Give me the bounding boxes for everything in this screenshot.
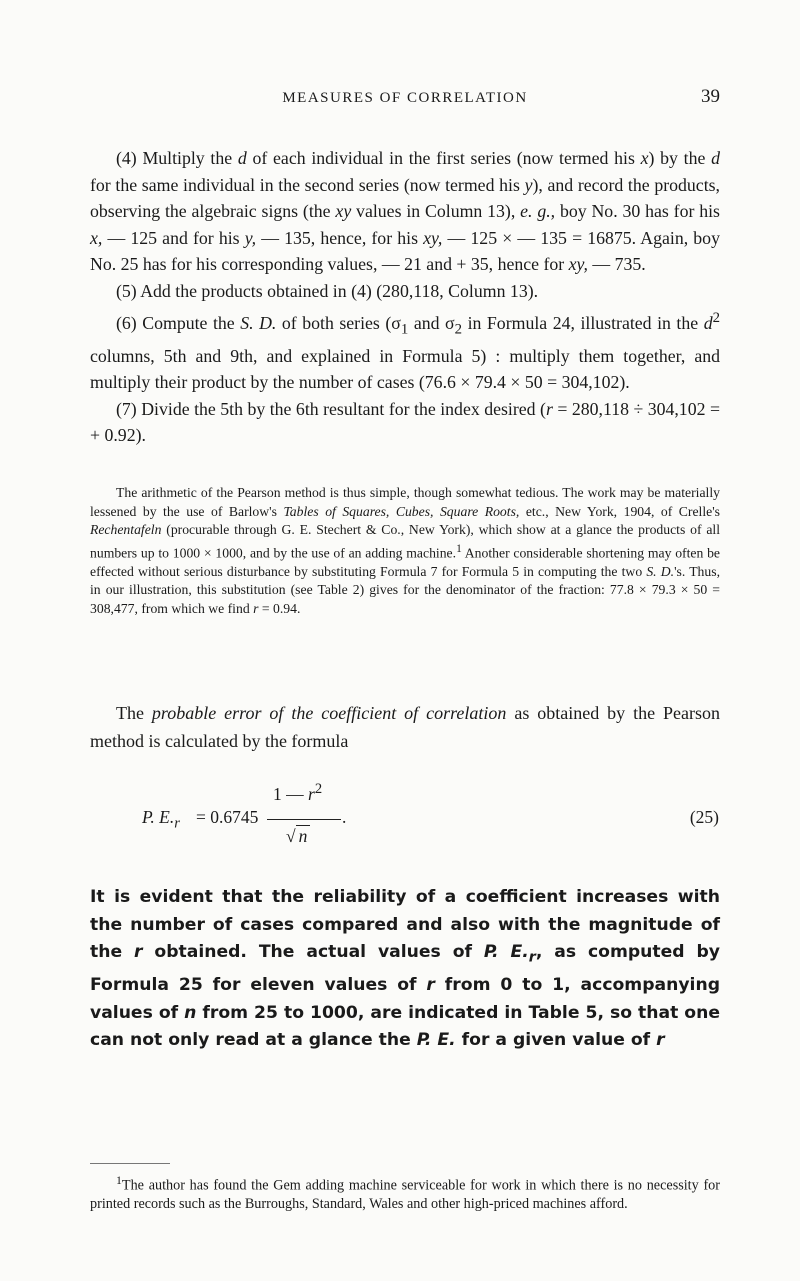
- radical-sign: √: [286, 826, 296, 846]
- footnote-ref: 1: [456, 542, 462, 555]
- fraction-bar: [267, 819, 341, 820]
- page-header: [90, 86, 720, 114]
- step-4: (4) Multiply the d of each individual in the first series (now termed his x) by the d for the same individual in the second series (now termed his y), and record the products, observing the algebraic signs (the xy values in Column 13), e. g., boy No. 30 has for his x, — 125 and for his y, — 135, hence, for his xy, — 125 × — 135 = 16875. Again, boy No. 25 has for his corresponding values, — 21 and + 35, hence for xy, — 735.: [90, 148, 721, 275]
- page-number: 39: [701, 86, 720, 107]
- formula-25: [90, 775, 720, 865]
- formula-denominator: √ n: [286, 826, 310, 847]
- formula-numerator: 1 — $r^2$: [273, 781, 323, 804]
- step-7: (7) Divide the 5th by the 6th resultant for the index desired (r = 280,118 ÷ 304,102 = + 0.92).: [90, 398, 720, 446]
- formula-number: (25): [689, 807, 719, 827]
- arithmetic-note: The arithmetic of the Pearson method is thus simple, though somewhat tedious. The work may be materially lessened by the use of Barlow's Tables of Squares, Cubes, Square Roots, etc., New York, 1904, of Crelle's Rechentafeln (procurable through G. E. Stechert & Co., New York), which show at a glance the products of all numbers up to 1000 × 1000, and by the use of an adding machine.$^1$ Another considerable shortening may often be effected without serious disturbance by substituting Formula 7 for Formula 5 in computing the two S. D.'s. Thus, in our illustration, this substitution (see Table 2) gives for the denominator of the fraction: 77.8 × 79.3 × 50 = 308,477, from which we find r = 0.94.: [90, 485, 721, 616]
- step-6: (6) Compute the S. D. of both series ($\sigma_1$ and $\sigma_2$ in Formula 24, illustrated in the $d^2$ columns, 5th and 9th, and explained in Formula 5) : multiply them together, and multiply their product by the number of cases (76.6 × 79.4 × 50 = 304,102).: [90, 309, 720, 393]
- footnote: [90, 1171, 720, 1213]
- formula-period: .: [342, 807, 347, 827]
- reliability-paragraph: It is evident that the reliability of a coefficient increases with the number of cases compared and also with the magnitude of the r obtained. The actual values of P. $E._r$, as computed by Formula 25 for eleven values of r from 0 to 1, accompanying values of n from 25 to 1000, are indicated in Table 5, so that one can not only read at a glance the P. E. for a given value of r: [90, 887, 720, 1051]
- probable-error-intro: The probable error of the coefficient of correlation as obtained by the Pearson method is calculated by the formula: [90, 703, 721, 751]
- footnote-rule: [90, 1163, 170, 1164]
- running-head: MEASURES OF CORRELATION: [282, 90, 528, 106]
- step-5: (5) Add the products obtained in (4) (280,118, Column 13).: [116, 280, 539, 301]
- footnote-text: The author has found the Gem adding machine serviceable for work in which there is no necessity for printed records such as the Burroughs, Standard, Wales and other high-priced machines afford.: [90, 1177, 720, 1212]
- formula-constant: = 0.6745: [196, 807, 259, 827]
- footnote-mark: 1: [116, 1173, 122, 1187]
- formula-lhs: P. $E._r$: [142, 807, 180, 832]
- procedure-steps: [90, 145, 720, 449]
